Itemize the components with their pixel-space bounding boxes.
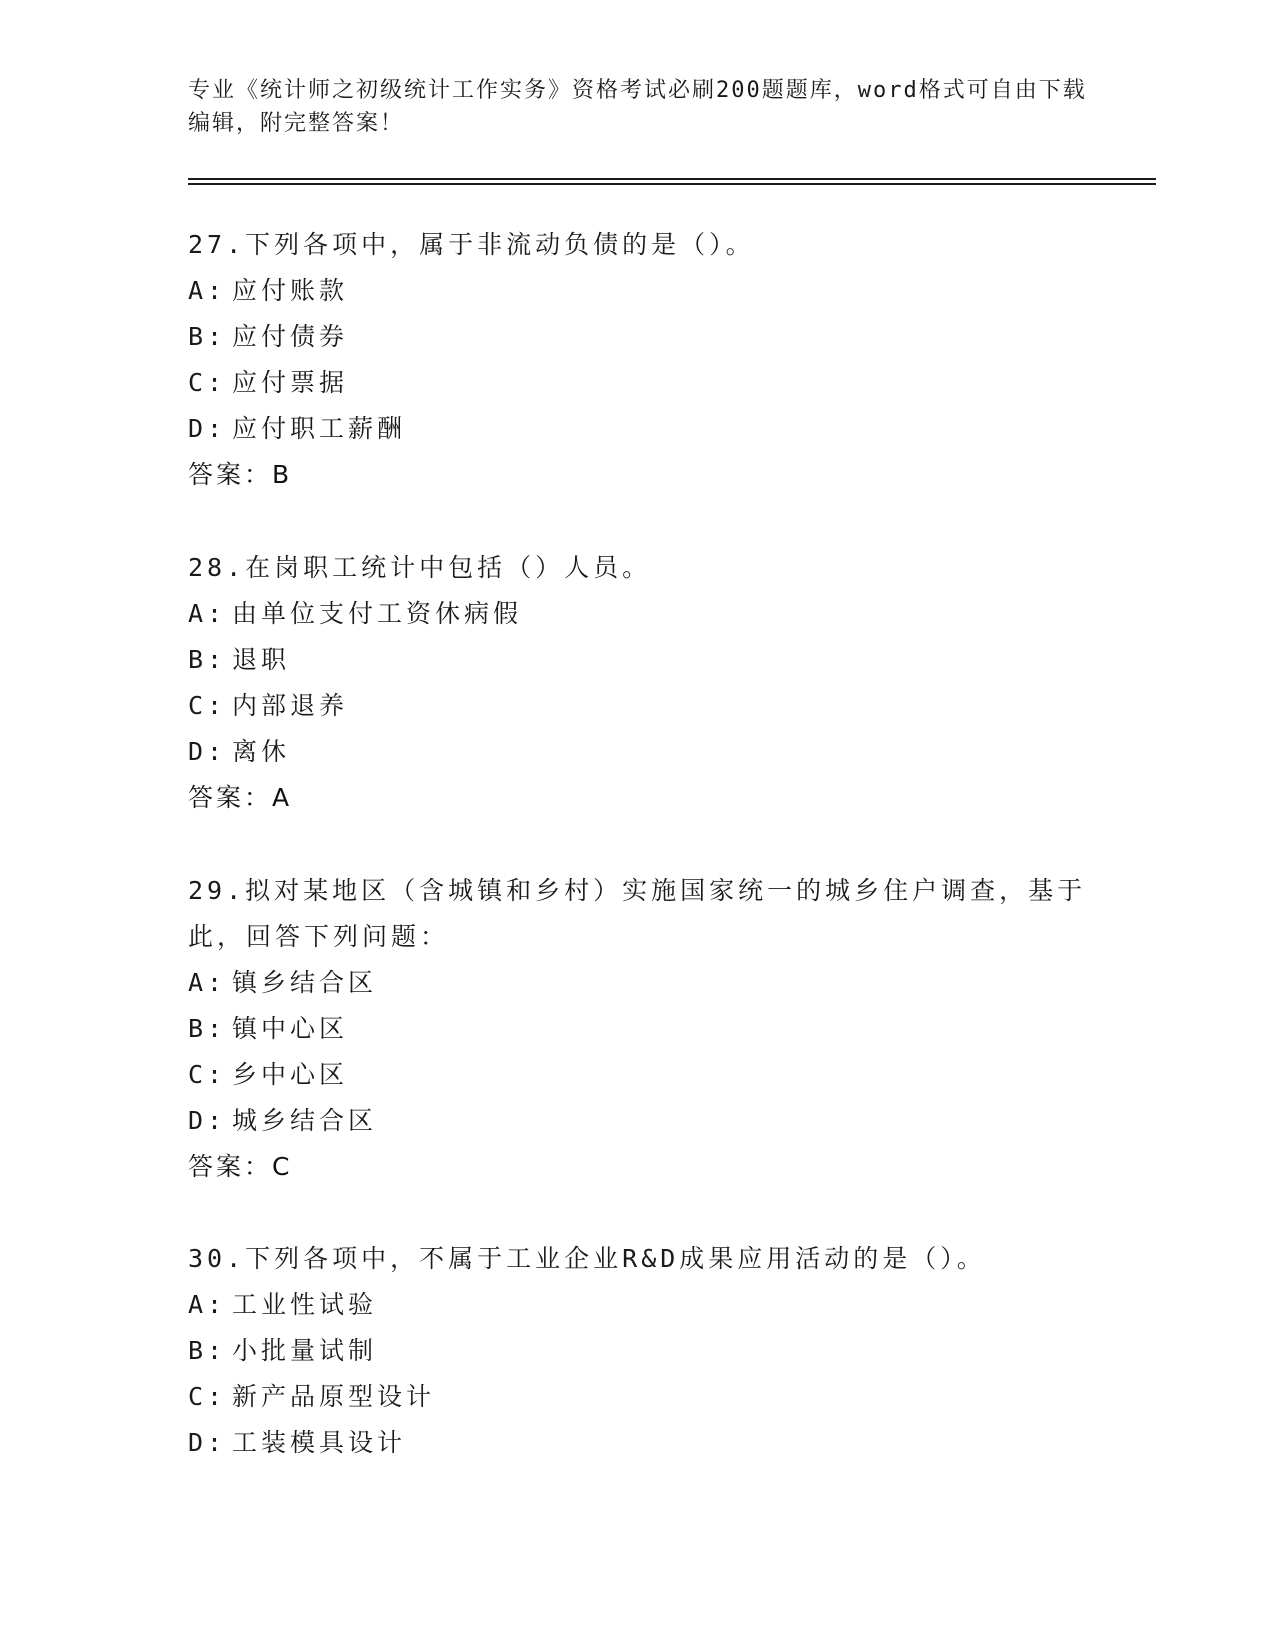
option-text: 工装模具设计 [232, 1428, 407, 1457]
option-key: B: [188, 645, 227, 674]
option-d [188, 406, 1088, 452]
option-text: 工业性试验 [232, 1290, 378, 1319]
option-b [188, 637, 1088, 683]
option-text: 应付债券 [232, 322, 349, 351]
option-c [188, 1052, 1088, 1098]
option-d [188, 1420, 1088, 1466]
option-text: 镇乡结合区 [232, 968, 378, 997]
answer-line: 答案：C [188, 1152, 293, 1181]
option-key: B: [188, 1336, 227, 1365]
option-key: A: [188, 599, 227, 628]
header-divider-top [188, 178, 1156, 180]
question-title: 30.下列各项中，不属于工业企业R&D成果应用活动的是（）。 [188, 1244, 986, 1273]
option-text: 内部退养 [232, 691, 349, 720]
option-key: D: [188, 737, 227, 766]
question-28 [188, 545, 1088, 821]
option-key: B: [188, 322, 227, 351]
option-d [188, 1098, 1088, 1144]
option-text: 应付账款 [232, 276, 349, 305]
option-a [188, 268, 1088, 314]
option-text: 城乡结合区 [232, 1106, 378, 1135]
option-key: C: [188, 1382, 227, 1411]
option-key: D: [188, 1428, 227, 1457]
option-text: 退职 [232, 645, 291, 674]
option-c [188, 683, 1088, 729]
question-29 [188, 868, 1088, 1190]
answer-line: 答案：A [188, 783, 293, 812]
answer-line: 答案：B [188, 460, 293, 489]
option-b [188, 1328, 1088, 1374]
question-30 [188, 1236, 1088, 1466]
option-key: B: [188, 1014, 227, 1043]
option-key: C: [188, 1060, 227, 1089]
option-a [188, 1282, 1088, 1328]
option-key: A: [188, 1290, 227, 1319]
option-text: 镇中心区 [232, 1014, 349, 1043]
question-title: 28.在岗职工统计中包括（）人员。 [188, 553, 652, 582]
question-title: 27.下列各项中，属于非流动负债的是（）。 [188, 230, 755, 259]
document-header: 专业《统计师之初级统计工作实务》资格考试必刷200题题库，word格式可自由下载编辑，附完整答案！ [188, 78, 1087, 136]
option-b [188, 1006, 1088, 1052]
option-text: 新产品原型设计 [232, 1382, 436, 1411]
option-key: C: [188, 691, 227, 720]
option-text: 乡中心区 [232, 1060, 349, 1089]
header-divider-bottom [188, 183, 1156, 185]
option-c [188, 360, 1088, 406]
option-text: 应付票据 [232, 368, 349, 397]
option-d [188, 729, 1088, 775]
option-a [188, 591, 1088, 637]
option-text: 小批量试制 [232, 1336, 378, 1365]
option-key: D: [188, 1106, 227, 1135]
option-key: A: [188, 968, 227, 997]
option-key: A: [188, 276, 227, 305]
question-27 [188, 222, 1088, 498]
option-text: 离休 [232, 737, 291, 766]
option-a [188, 960, 1088, 1006]
option-key: C: [188, 368, 227, 397]
option-text: 应付职工薪酬 [232, 414, 407, 443]
question-title: 29.拟对某地区（含城镇和乡村）实施国家统一的城乡住户调查，基于此，回答下列问题： [188, 876, 1087, 951]
option-c [188, 1374, 1088, 1420]
option-b [188, 314, 1088, 360]
option-text: 由单位支付工资休病假 [232, 599, 523, 628]
option-key: D: [188, 414, 227, 443]
